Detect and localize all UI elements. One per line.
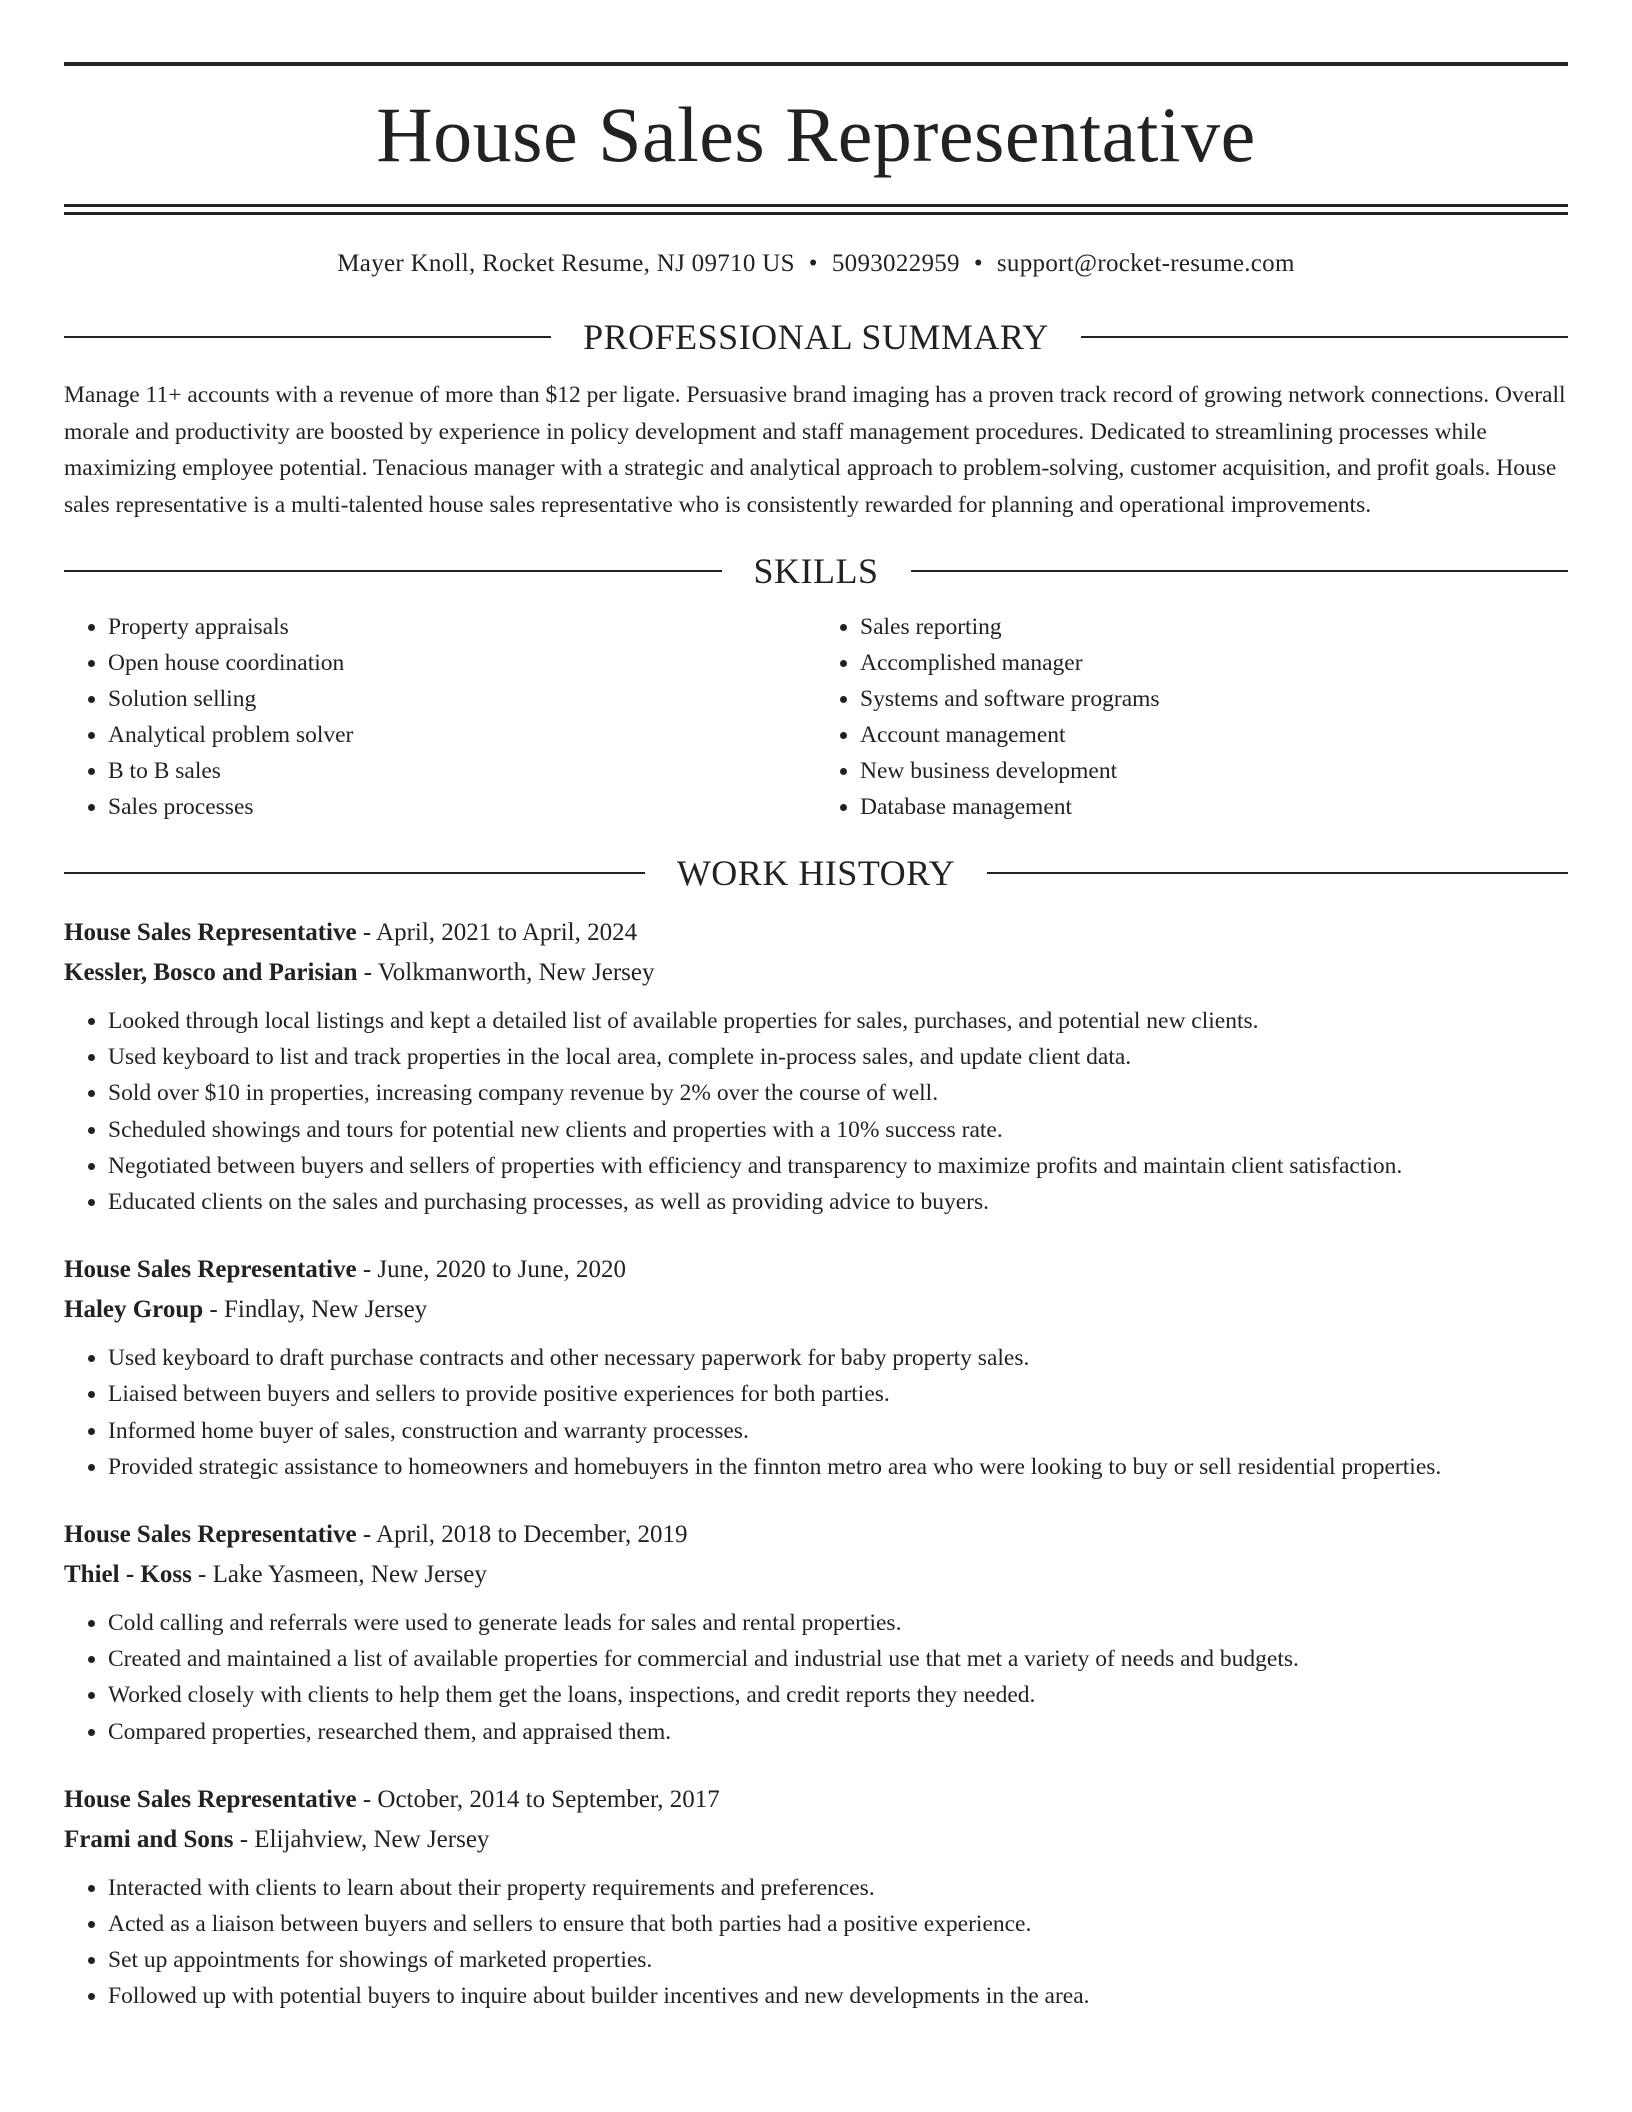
section-rule — [911, 570, 1569, 572]
section-rule — [64, 872, 645, 874]
skill-item: • Solution selling — [108, 681, 816, 717]
job-bullet: • Worked closely with clients to help them get the loans, inspections, and credit reports they needed. — [108, 1677, 1568, 1713]
section-title: WORK HISTORY — [676, 853, 956, 893]
job-bullets — [64, 1870, 1568, 2015]
job-bullet: • Followed up with potential buyers to inquire about builder incentives and new developments in the area. — [108, 1978, 1568, 2014]
title-double-rule — [64, 204, 1568, 215]
section-header-work — [64, 855, 1568, 891]
skill-item: • Systems and software programs — [860, 681, 1568, 717]
job-location: - Findlay, New Jersey — [203, 1296, 428, 1324]
job-bullet: • Acted as a liaison between buyers and sellers to ensure that both parties had a positive experience. — [108, 1906, 1568, 1942]
job-title-line — [64, 1515, 1568, 1555]
job-location: - Elijahview, New Jersey — [233, 1825, 490, 1853]
job-bullet: • Created and maintained a list of available properties for commercial and industrial use that met a variety of needs and budgets. — [108, 1641, 1568, 1677]
job-title-line — [64, 913, 1568, 953]
contact-line — [64, 249, 1568, 279]
job-entry — [64, 1515, 1568, 1750]
job-bullet: • Negotiated between buyers and sellers of properties with efficiency and transparency to maximize profits and maintain client satisfaction. — [108, 1148, 1568, 1184]
section-header-summary — [64, 319, 1568, 355]
skill-item: • Database management — [860, 789, 1568, 825]
section-rule — [64, 336, 551, 338]
job-bullet: • Informed home buyer of sales, construction and warranty processes. — [108, 1413, 1568, 1449]
job-company-line — [64, 1820, 1568, 1860]
section-title: SKILLS — [753, 551, 879, 591]
job-entry — [64, 1780, 1568, 2015]
job-dates: - April, 2021 to April, 2024 — [356, 919, 638, 946]
job-title: House Sales Representative — [64, 1785, 357, 1813]
job-bullet: • Sold over $10 in properties, increasing company revenue by 2% over the course of well. — [108, 1075, 1568, 1111]
job-entry — [64, 1250, 1568, 1485]
contact-phone: 5093022959 — [831, 250, 960, 277]
section-title: PROFESSIONAL SUMMARY — [583, 317, 1049, 357]
skills-column-right — [816, 609, 1568, 825]
contact-address: Mayer Knoll, Rocket Resume, NJ 09710 US — [337, 250, 795, 277]
resume-page — [64, 62, 1568, 2015]
job-bullet: • Used keyboard to draft purchase contracts and other necessary paperwork for baby property sales. — [108, 1340, 1568, 1376]
job-company-line — [64, 953, 1568, 993]
section-rule — [64, 570, 722, 572]
job-bullet: • Scheduled showings and tours for potential new clients and properties with a 10% success rate. — [108, 1112, 1568, 1148]
contact-separator: • — [808, 250, 818, 277]
skill-item: • Sales reporting — [860, 609, 1568, 645]
job-location: - Lake Yasmeen, New Jersey — [191, 1561, 487, 1589]
skill-item: • Analytical problem solver — [108, 717, 816, 753]
job-bullet: • Cold calling and referrals were used to generate leads for sales and rental properties. — [108, 1605, 1568, 1641]
job-title-line — [64, 1780, 1568, 1820]
job-dates: - October, 2014 to September, 2017 — [356, 1785, 720, 1813]
contact-separator: • — [973, 250, 983, 277]
job-company: Haley Group — [64, 1296, 204, 1324]
job-bullet: • Set up appointments for showings of marketed properties. — [108, 1942, 1568, 1978]
job-bullets — [64, 1003, 1568, 1220]
job-bullet: • Liaised between buyers and sellers to provide positive experiences for both parties. — [108, 1376, 1568, 1412]
job-company: Kessler, Bosco and Parisian — [64, 959, 358, 986]
top-rule — [64, 62, 1568, 66]
job-dates: - April, 2018 to December, 2019 — [356, 1521, 688, 1549]
section-rule — [987, 872, 1568, 874]
skill-item: • Sales processes — [108, 789, 816, 825]
job-bullet: • Provided strategic assistance to homeowners and homebuyers in the finnton metro area who were looking to buy or sell residential properties. — [108, 1449, 1568, 1485]
job-entry — [64, 913, 1568, 1220]
job-company: Frami and Sons — [64, 1825, 234, 1853]
job-bullet: • Used keyboard to list and track properties in the local area, complete in-process sales, and update client data. — [108, 1039, 1568, 1075]
skill-item: • B to B sales — [108, 753, 816, 789]
skill-item: • Property appraisals — [108, 609, 816, 645]
job-bullet: • Educated clients on the sales and purchasing processes, as well as providing advice to buyers. — [108, 1184, 1568, 1220]
job-dates: - June, 2020 to June, 2020 — [356, 1256, 626, 1284]
job-bullet: • Looked through local listings and kept a detailed list of available properties for sales, purchases, and potential new clients. — [108, 1003, 1568, 1039]
page-title: House Sales Representative — [376, 91, 1256, 178]
skill-item: • New business development — [860, 753, 1568, 789]
job-title: House Sales Representative — [64, 1256, 357, 1284]
job-company-line — [64, 1555, 1568, 1595]
job-title-line — [64, 1250, 1568, 1290]
job-company-line — [64, 1290, 1568, 1330]
skill-item: • Account management — [860, 717, 1568, 753]
job-location: - Volkmanworth, New Jersey — [357, 959, 655, 986]
section-header-skills — [64, 553, 1568, 589]
job-title: House Sales Representative — [64, 919, 357, 946]
contact-email: support@rocket-resume.com — [996, 250, 1295, 277]
skills-column-left — [64, 609, 816, 825]
skills-list — [64, 609, 1568, 825]
job-bullet: • Compared properties, researched them, and appraised them. — [108, 1714, 1568, 1750]
summary-paragraph: Manage 11+ accounts with a revenue of more than $12 per ligate. Persuasive brand imaging has a proven track record of growing network connections. Overall morale and productivity are boosted by experience in policy development and staff management procedures. Dedicated to streamlining processes while maximizing employee potential. Tenacious manager with a strategic and analytical approach to problem-solving, customer acquisition, and profit goals. House sales representative is a multi-talented house sales representative who is consistently rewarded for planning and operational improvements. — [64, 382, 1566, 518]
job-title: House Sales Representative — [64, 1521, 357, 1549]
job-bullets — [64, 1340, 1568, 1485]
job-company: Thiel - Koss — [64, 1561, 192, 1589]
skill-item: • Open house coordination — [108, 645, 816, 681]
section-rule — [1081, 336, 1568, 338]
skill-item: • Accomplished manager — [860, 645, 1568, 681]
work-history-list — [64, 913, 1568, 2015]
job-bullets — [64, 1605, 1568, 1750]
job-bullet: • Interacted with clients to learn about their property requirements and preferences. — [108, 1870, 1568, 1906]
